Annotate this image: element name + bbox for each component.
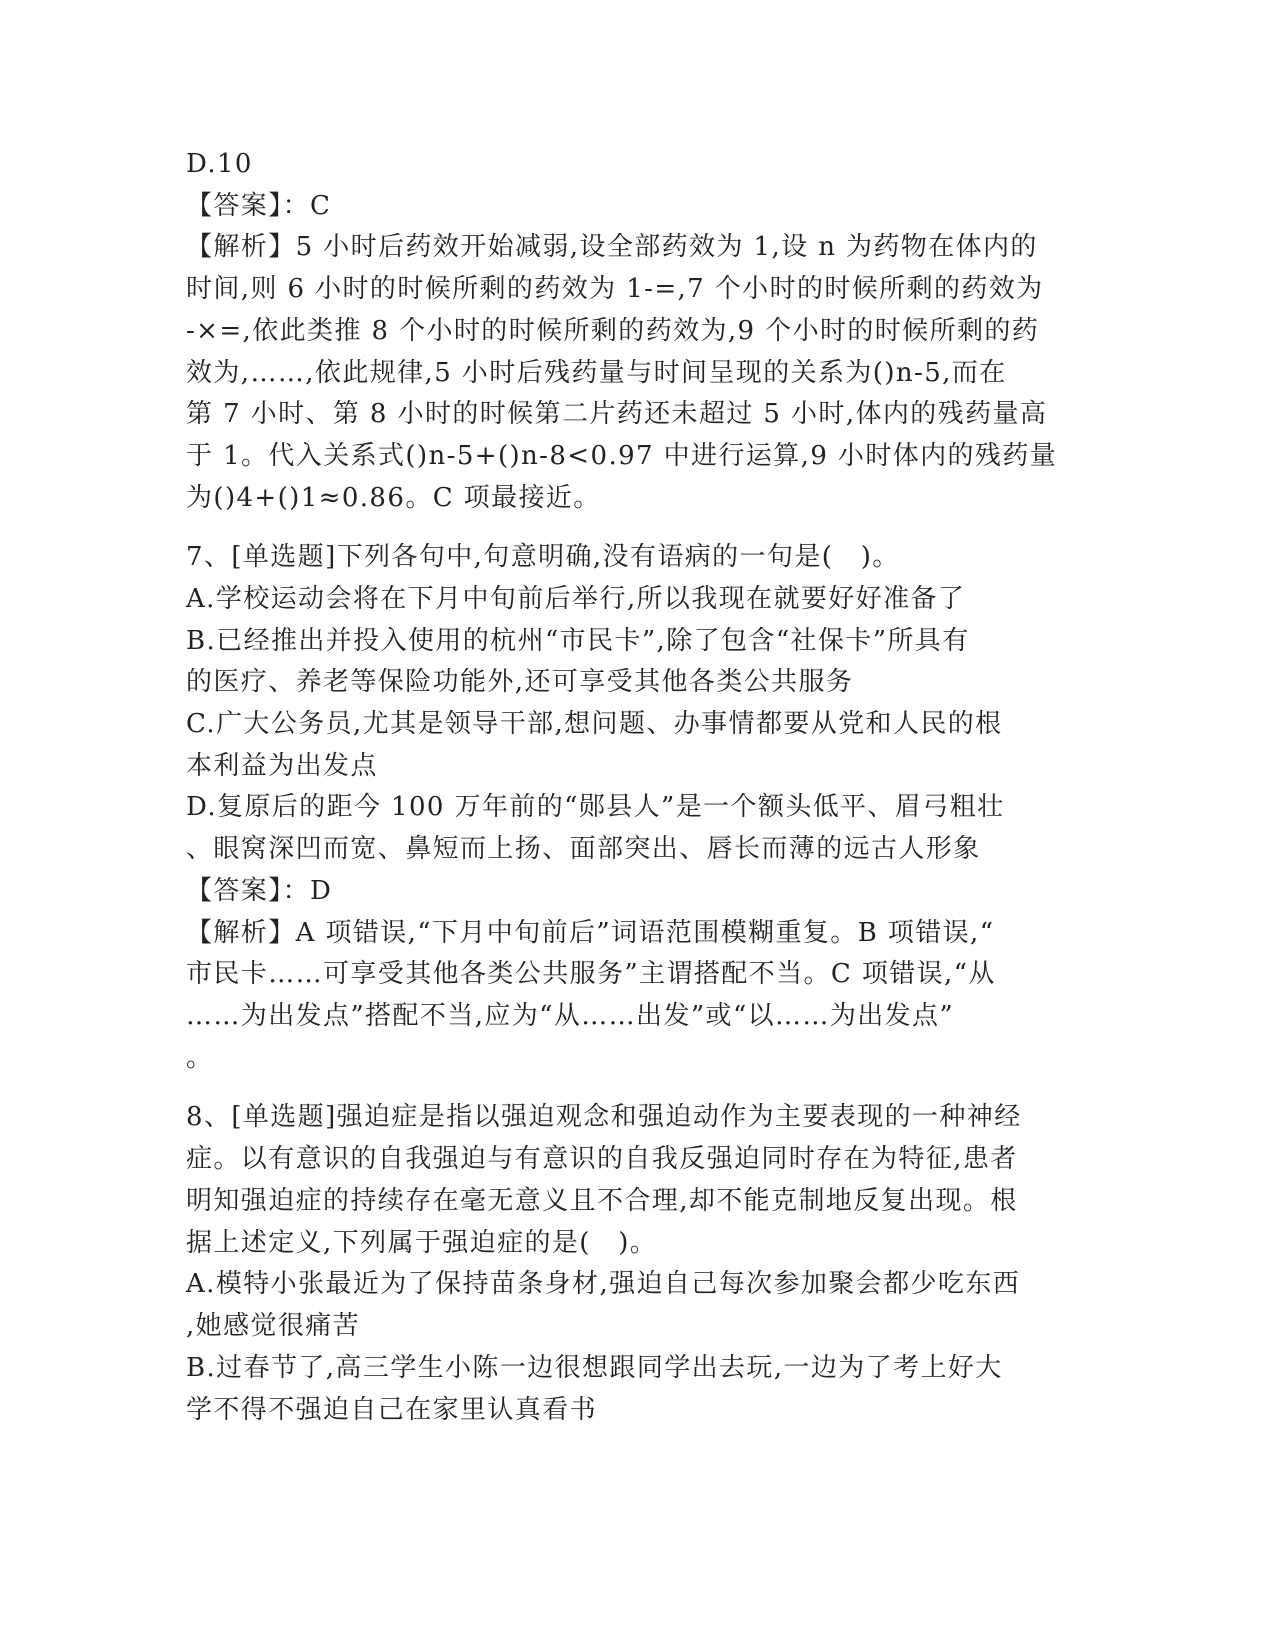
q8-stem: 据上述定义,下列属于强迫症的是( )。 (186, 1228, 658, 1258)
q7-answer: 【答案】：D (186, 876, 333, 906)
q6-analysis-line: 【解析】5 小时后药效开始减弱,设全部药效为 1,设 n 为药物在体内的 (186, 232, 1038, 262)
q7-option-c: 本利益为出发点 (186, 751, 378, 781)
q7-analysis-line: 【解析】A 项错误,“下月中旬前后”词语范围模糊重复。B 项错误,“ (186, 918, 995, 948)
q7-analysis-line: 市民卡……可享受其他各类公共服务”主谓搭配不当。C 项错误,“从 (186, 959, 996, 989)
q8-option-a: A.模特小张最近为了保持苗条身材,强迫自己每次参加聚会都少吃东西 (186, 1269, 1021, 1299)
q6-analysis-line: 时间,则 6 小时的时候所剩的药效为 1-=,7 个小时的时候所剩的药效为 (186, 274, 1044, 304)
q7-option-b: B.已经推出并投入使用的杭州“市民卡”,除了包含“社保卡”所具有 (186, 626, 970, 656)
q7-option-d: 、眼窝深凹而宽、鼻短而上扬、面部突出、唇长而薄的远古人形象 (186, 834, 981, 864)
q6-analysis-line: 效为,……,依此规律,5 小时后残药量与时间呈现的关系为()n-5,而在 (186, 358, 1007, 388)
q7-option-c: C.广大公务员,尤其是领导干部,想问题、办事情都要从党和人民的根 (186, 709, 1003, 739)
q7-stem: 7、[单选题]下列各句中,句意明确,没有语病的一句是( )。 (186, 542, 900, 572)
q8-option-b: 学不得不强迫自己在家里认真看书 (186, 1395, 598, 1425)
q8-stem: 明知强迫症的持续存在毫无意义且不合理,却不能克制地反复出现。根 (186, 1186, 1018, 1216)
q7-analysis-line: ……为出发点”搭配不当,应为“从……出发”或“以……为出发点” (186, 1001, 955, 1031)
q7-option-d: D.复原后的距今 100 万年前的“郧县人”是一个额头低平、眉弓粗壮 (186, 792, 1005, 822)
q8-option-a: ,她感觉很痛苦 (186, 1311, 361, 1341)
q6-analysis-line: -×=,依此类推 8 个小时的时候所剩的药效为,9 个小时的时候所剩的药 (186, 316, 1040, 346)
q8-stem: 症。以有意识的自我强迫与有意识的自我反强迫同时存在为特征,患者 (186, 1144, 1018, 1174)
q6-answer: 【答案】：C (186, 191, 332, 221)
q8-option-b: B.过春节了,高三学生小陈一边很想跟同学出去玩,一边为了考上好大 (186, 1353, 1003, 1383)
q7-option-b: 的医疗、养老等保险功能外,还可享受其他各类公共服务 (186, 667, 854, 697)
q7-analysis-line: 。 (186, 1043, 214, 1073)
q8-stem: 8、[单选题]强迫症是指以强迫观念和强迫动作为主要表现的一种神经 (186, 1102, 1022, 1132)
q7-option-a: A.学校运动会将在下月中旬前后举行,所以我现在就要好好准备了 (186, 584, 966, 614)
q6-option-d: D.10 (186, 149, 253, 179)
q6-analysis-line: 于 1。代入关系式()n-5+()n-8<0.97 中进行运算,9 小时体内的残药量 (186, 441, 1058, 471)
q6-analysis-line: 为()4+()1≈0.86。C 项最接近。 (186, 483, 601, 513)
q6-analysis-line: 第 7 小时、第 8 小时的时候第二片药还未超过 5 小时,体内的残药量高 (186, 399, 1048, 429)
